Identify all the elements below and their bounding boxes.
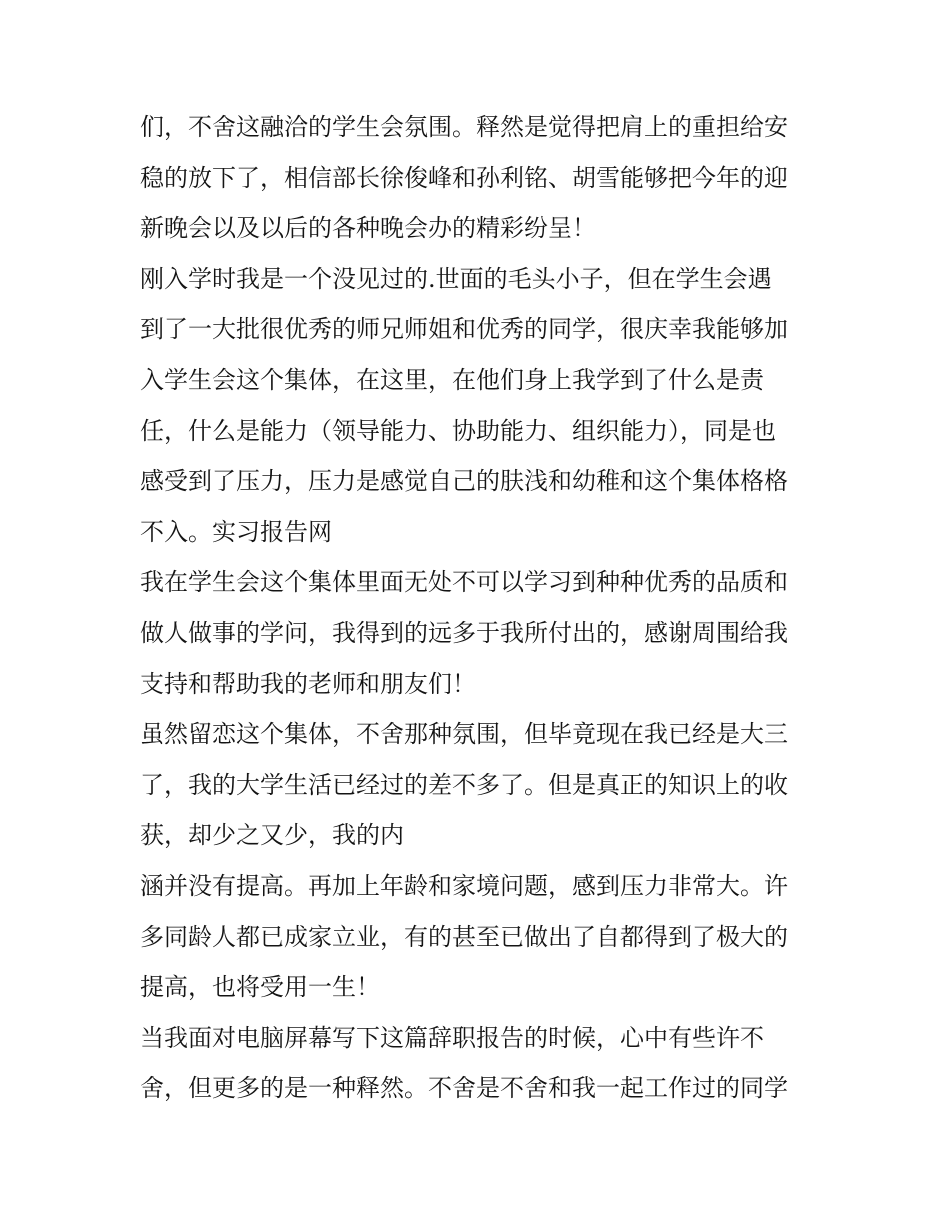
text-line: 不入。实习报告网 [140, 517, 332, 546]
text-line: 刚入学时我是一个没见过的.世面的毛头小子，但在学生会遇 [140, 264, 772, 293]
text-line: 了，我的大学生活已经过的差不多了。但是真正的知识上的收 [140, 770, 788, 799]
text-line: 舍，但更多的是一种释然。不舍是不舍和我一起工作过的同学 [140, 1074, 788, 1103]
text-line: 任，什么是能力（领导能力、协助能力、组织能力），同是也 [140, 416, 776, 445]
text-line: 到了一大批很优秀的师兄师姐和优秀的同学，很庆幸我能够加 [140, 315, 788, 344]
text-line: 入学生会这个集体，在这里，在他们身上我学到了什么是责 [140, 365, 764, 394]
text-line: 支持和帮助我的老师和朋友们！ [140, 669, 476, 698]
body-text [140, 102, 820, 1114]
text-line: 感受到了压力，压力是感觉自己的肤浅和幼稚和这个集体格格 [140, 467, 788, 496]
text-line: 做人做事的学问，我得到的远多于我所付出的，感谢周围给我 [140, 618, 788, 647]
text-line: 多同龄人都已成家立业，有的甚至已做出了自都得到了极大的 [140, 922, 788, 951]
text-line: 当我面对电脑屏幕写下这篇辞职报告的时候，心中有些许不 [140, 1023, 764, 1052]
text-line: 新晚会以及以后的各种晚会办的精彩纷呈！ [140, 214, 596, 243]
text-line: 我在学生会这个集体里面无处不可以学习到种种优秀的品质和 [140, 568, 788, 597]
text-line: 涵并没有提高。再加上年龄和家境问题，感到压力非常大。许 [140, 871, 788, 900]
text-line: 稳的放下了，相信部长徐俊峰和孙利铭、胡雪能够把今年的迎 [140, 163, 788, 192]
text-line: 们，不舍这融洽的学生会氛围。释然是觉得把肩上的重担给安 [140, 113, 788, 141]
text-line: 虽然留恋这个集体，不舍那种氛围，但毕竟现在我已经是大三 [140, 720, 788, 749]
text-line: 提高，也将受用一生！ [140, 973, 380, 1002]
text-line: 获，却少之又少，我的内 [140, 821, 404, 850]
